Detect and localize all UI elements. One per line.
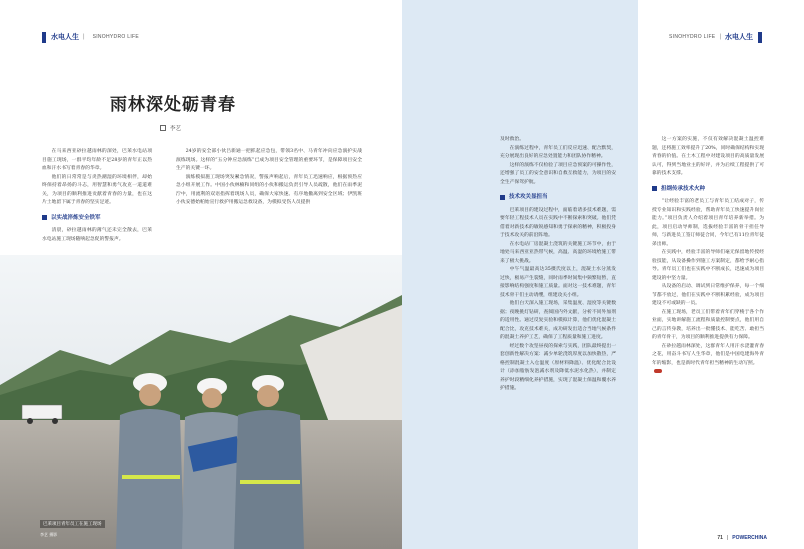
paragraph: 他们白天深入施工现场，采集温度、湿度等关键数据；夜晚挑灯钻研，查阅国内外文献，分析不同外加剂的适用性。通过反复实验和模拟计算，他们优化混凝土配合比，攻克技术难关，成功研发出适合当地气候条件的混凝土养护工艺，确保了工程质量和施工进度。 [500, 301, 616, 340]
paragraph: 在水电站厂房混凝土浇筑的关键施工环节中，由于地处马来西亚亚热带气候，高温、高湿的环境给施工带来了极大挑战。 [500, 241, 616, 264]
header-separator: | [83, 34, 85, 40]
page-number: 71 [717, 535, 723, 541]
heading-square-icon [42, 215, 47, 220]
author-box-icon [160, 125, 166, 131]
left-header [37, 30, 143, 44]
paragraph: 从设备的启动、调试到日常维护保养，每一个细节都不放过，他们在实践中不断积累经验，成为项目建设不可或缺的一员。 [652, 284, 764, 306]
left-column-1 [42, 148, 152, 244]
paragraph: 这一方案的实施，不仅有效解决混凝土温控难题，还将施工效率提升了20%，同时确保结构和实现青春的价值。在土木工程中对建设项目的高质量发展认可，得到当地业主的好评，并为后续工程提供了可靠的技术支撑。 [652, 137, 764, 176]
header-subtitle: SINOHYDRO LIFE [92, 34, 139, 40]
paragraph: 巴莱项目的建设过程中，面临着诸多技术难题，需要年轻工程技术人员在实践中不断探索和突破。他们凭借着对新技术的敏锐感知和勇于探索的精神，积极投身于技术攻关的前沿阵地。 [500, 207, 616, 238]
paragraph: 及时救治。 [500, 137, 524, 142]
paragraph: 在施工现场，老员工们带着青年们穿梭于各个作业面，实地讲解施工流程和质量控制要点，他们用自己的言传身教，培养出一批懂技术、能吃苦、敢担当的青年骨干，为项目的顺利推进提供有力保障。 [652, 309, 764, 340]
paragraph: “让经验丰富的老员工与青年员工结成对子，传授专业知识和实践经验，帮助青年员工快速提升岗位能力。”项目负责人介绍着项目青年培养新举措。为此，项目启动导师制，选拔经验丰富的骨干担任导师，与新进员工签订师徒合同，今年已有11位青年徒弟出师。 [652, 199, 764, 247]
workers-photo [0, 255, 402, 549]
right-column-2 [652, 136, 764, 377]
paragraph: 这样的演练不仅检验了项目应急预案的可操作性，还增强了员工的安全意识和自救互救能力，为项目的安全生产保驾护航。 [500, 162, 616, 185]
header-separator: | [719, 34, 721, 40]
right-column-1 [500, 136, 616, 394]
paragraph: 24岁的安全部小伙吕新通一把抓起应急包，带领3名中、马青年冲向应急演护实战演练现场。这样的“五分钟应急演练”已成为项目安全管理的重要环节，是保障项目安全生产的关键一环。 [176, 149, 362, 171]
heading-square-icon [500, 195, 505, 200]
paragraph: 演练模拟施工现场突发紧急情况，警报声响起后，青年员工迅速响应，根据预热应急小组开展工作。中国小伙林楠和同组的小伙和搬运负责引导人员疏散，他们在雨季泥泞中，用流利的双语指挥着现场人员，确保大家快速、有序地撤离到安全区域；伊凯班小伙安德始帕始宣行救护用搬运急救设备，为模拟受伤人员提供 [176, 174, 362, 205]
photo-credit: 李艺 摄影 [40, 532, 58, 537]
paragraph: 在实践中，经验丰富的导师们毫无保留地传授经验技能，从设备操作到施工方案制定，都给予耐心指导。青年员工们也在实践中不断成长，迅速成为项目建设的中坚力量。 [652, 250, 764, 281]
author-name: 李艺 [170, 126, 182, 132]
header-accent-bar [42, 32, 46, 43]
section-heading: 技术攻关显担当 [500, 193, 616, 202]
section-heading: 以实战淬炼安全铁军 [42, 214, 152, 223]
paragraph: 在演练过程中，青年员工们反应迅速、配合默契，充分展现出良好的应急处置能力和团队协作精神。 [500, 145, 616, 159]
page-footer [717, 535, 767, 541]
heading-square-icon [652, 186, 657, 191]
brand-name: POWERCHINA [732, 535, 767, 541]
paragraph: 他们的日常常是与炎热潮湿的环境相伴，却始终保持着昂扬的斗志，用智慧和勇气攻克一道道难关，为项目的顺利推进贡献着青春的力量，也在这片土地留下属于青春的坚实足迹。 [42, 174, 152, 205]
paragraph: 在砂拉越雨林深处，这群青年人用汗水浇灌青春之花，用奋斗书写人生华章，他们是中国电建海外青年的缩影，也是新时代青年担当精神的生动写照。 [652, 343, 764, 366]
right-header [665, 30, 767, 44]
paragraph: 在马来西亚砂拉越雨林的深处，巴莱水电站项目施工现场，一群平均年龄不足28岁的青年正以热血和汗水书写着青春的华章。 [42, 149, 152, 171]
article-title: 雨林深处砺青春 [110, 95, 236, 115]
header-accent-bar [758, 32, 762, 43]
byline [160, 124, 181, 132]
header-title: 水电人生 [51, 34, 79, 41]
paragraph: 经过数个攻坚昼夜的探索与实践，团队最终提出一套创新性解决方案：减少单轮浇筑厚度以加快散热，严格控制混凝土入仓温度（原材料降温）、优化配合比设计（添加脂肪发泡减水剂及降低水泥水化热），并制定养护时段精细化养护措施，实现了混凝土保温和覆水养护措施。 [500, 343, 616, 391]
header-subtitle: SINOHYDRO LIFE [669, 34, 716, 40]
end-mark-icon [654, 369, 662, 373]
right-page [402, 0, 804, 549]
section-heading: 担纲传承技术火种 [652, 185, 764, 194]
paragraph: 中午气温最高达35摄氏度以上，混凝土水分蒸发过快，极易产生裂缝，同时雨季时间集中频繁短暂，直接影响结构强度和施工质量。面对这一技术难题，青年技术骨干们主动请缨，组建攻关小组。 [500, 267, 616, 298]
paragraph: 清晨，砂拉越雨林的薄气还未完全散去，巴莱水电站施工现场随响起急促的警报声。 [42, 228, 152, 242]
header-title: 水电人生 [725, 34, 753, 41]
left-column-2 [176, 148, 362, 208]
photo-caption: 巴莱项目青年员工在施工现场 [40, 520, 105, 528]
footer-separator: | [726, 535, 729, 541]
